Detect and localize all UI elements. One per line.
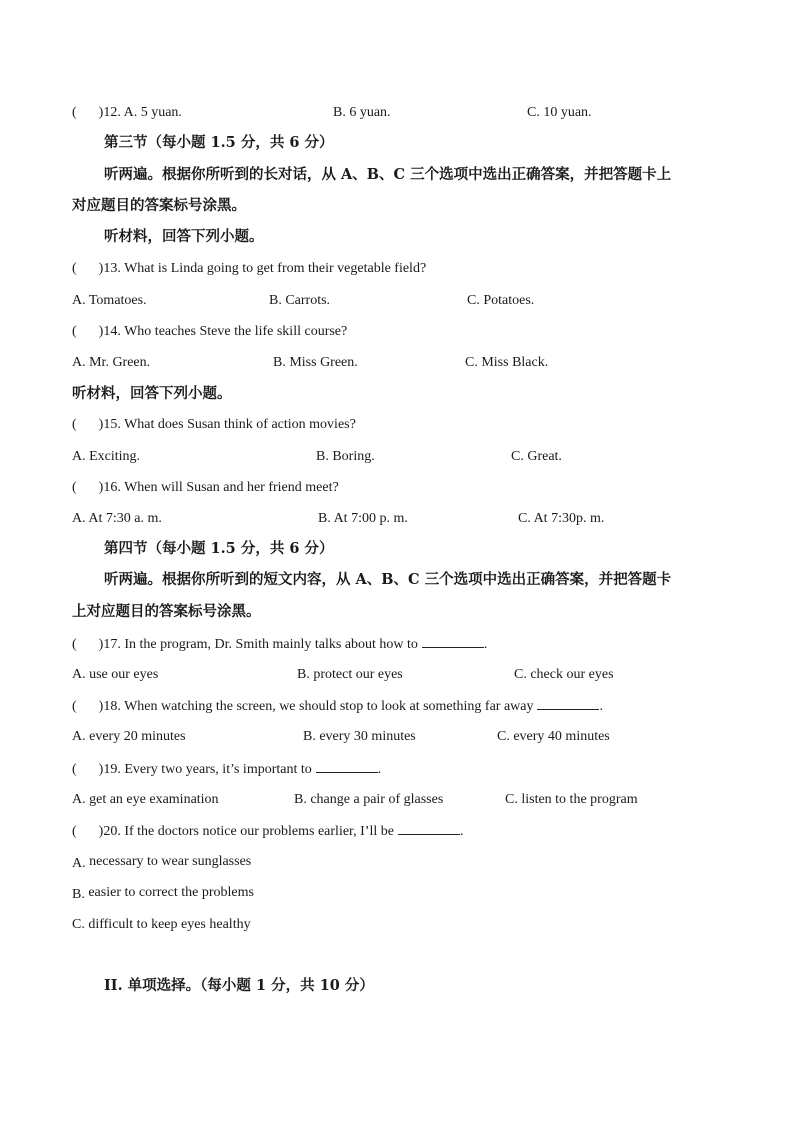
section-3-instruction-2: 对应题目的答案标号涂黑。 bbox=[72, 197, 246, 214]
question-20 bbox=[72, 822, 463, 841]
option-letter: B. bbox=[72, 887, 85, 902]
option-c: C. difficult to keep eyes healthy bbox=[72, 917, 251, 932]
answer-paren-open: ( bbox=[72, 762, 77, 777]
period: . bbox=[377, 762, 382, 777]
option-c: C. At 7:30p. m. bbox=[518, 511, 605, 526]
section-4-title: 第四节（每小题 1.5 分，共 6 分） bbox=[104, 540, 334, 557]
section-3-instruction-1: 听两遍。根据你所听到的长对话，从 A、B、C 三个选项中选出正确答案，并把答题卡上 bbox=[104, 166, 672, 183]
option-a: A. Exciting. bbox=[72, 449, 141, 464]
option-b: B. Carrots. bbox=[269, 293, 331, 308]
option-c: C. Potatoes. bbox=[467, 293, 535, 308]
answer-paren-open: ( bbox=[72, 324, 77, 339]
part-2-title: II. 单项选择。（每小题 1 分，共 10 分） bbox=[104, 977, 374, 994]
option-a: A. get an eye examination bbox=[72, 792, 219, 807]
answer-paren-open: ( bbox=[72, 105, 77, 120]
answer-paren-open: ( bbox=[72, 417, 77, 432]
option-c: C. 10 yuan. bbox=[527, 105, 592, 120]
answer-paren-open: ( bbox=[72, 637, 77, 652]
period: . bbox=[599, 699, 603, 714]
section-4-instruction-2: 上对应题目的答案标号涂黑。 bbox=[72, 603, 261, 620]
option-letter: A. bbox=[72, 856, 86, 871]
option-b: B. Miss Green. bbox=[273, 355, 358, 370]
answer-blank bbox=[537, 697, 599, 710]
answer-paren-open: ( bbox=[72, 824, 77, 839]
answer-paren-close: ) bbox=[98, 105, 104, 120]
question-19 bbox=[72, 760, 381, 779]
answer-blank bbox=[316, 760, 378, 773]
option-b: B. 6 yuan. bbox=[333, 105, 391, 120]
question-text: What does Susan think of action movies? bbox=[124, 417, 356, 432]
answer-blank bbox=[398, 822, 460, 835]
option-a: A. Tomatoes. bbox=[72, 293, 147, 308]
option-b: B. Boring. bbox=[316, 449, 375, 464]
material-label-1: 听材料，回答下列小题。 bbox=[104, 228, 264, 245]
option-b: B. At 7:00 p. m. bbox=[318, 511, 408, 526]
question-14 bbox=[72, 323, 347, 341]
option-a: A. 5 yuan. bbox=[123, 105, 182, 120]
question-12 bbox=[72, 104, 182, 122]
answer-paren-open: ( bbox=[72, 480, 77, 495]
option-a: A. every 20 minutes bbox=[72, 729, 186, 744]
question-number: )19. bbox=[98, 762, 121, 777]
option-c: C. check our eyes bbox=[514, 667, 614, 682]
section-4-instruction-1: 听两遍。根据你所听到的短文内容，从 A、B、C 三个选项中选出正确答案，并把答题卡 bbox=[104, 571, 672, 588]
question-13 bbox=[72, 260, 426, 278]
question-number: )17. bbox=[98, 637, 121, 652]
option-c: C. Miss Black. bbox=[465, 355, 549, 370]
option-b bbox=[72, 884, 254, 902]
question-number: )18. bbox=[98, 699, 121, 714]
option-a: A. use our eyes bbox=[72, 667, 159, 682]
option-a bbox=[72, 853, 251, 871]
question-18 bbox=[72, 697, 603, 716]
material-label-2: 听材料，回答下列小题。 bbox=[72, 385, 232, 402]
option-a: A. Mr. Green. bbox=[72, 355, 151, 370]
option-c: C. Great. bbox=[511, 449, 562, 464]
question-number: )15. bbox=[98, 417, 121, 432]
answer-blank bbox=[422, 635, 484, 648]
answer-paren-open: ( bbox=[72, 699, 77, 714]
option-text: necessary to wear sunglasses bbox=[89, 854, 252, 869]
period: . bbox=[483, 637, 488, 652]
section-3-title: 第三节（每小题 1.5 分，共 6 分） bbox=[104, 134, 334, 151]
question-text: When watching the screen, we should stop to look at something far away bbox=[124, 699, 534, 714]
question-text: When will Susan and her friend meet? bbox=[124, 480, 339, 495]
option-text: easier to correct the problems bbox=[88, 885, 254, 900]
option-a: A. At 7:30 a. m. bbox=[72, 511, 162, 526]
question-text: Who teaches Steve the life skill course? bbox=[124, 324, 348, 339]
option-c: C. listen to the program bbox=[505, 792, 638, 807]
question-number: )20. bbox=[98, 824, 121, 839]
question-number: )13. bbox=[98, 261, 121, 276]
question-number: )16. bbox=[98, 480, 121, 495]
option-b: B. change a pair of glasses bbox=[294, 792, 444, 807]
question-number: )14. bbox=[98, 324, 121, 339]
answer-paren-open: ( bbox=[72, 261, 77, 276]
question-text: What is Linda going to get from their vegetable field? bbox=[124, 261, 427, 276]
period: . bbox=[459, 824, 464, 839]
question-15 bbox=[72, 416, 356, 434]
question-number: 12. bbox=[103, 105, 121, 120]
option-b: B. protect our eyes bbox=[297, 667, 403, 682]
option-c: C. every 40 minutes bbox=[497, 729, 610, 744]
question-16 bbox=[72, 479, 339, 497]
question-text: In the program, Dr. Smith mainly talks about how to bbox=[124, 637, 418, 652]
question-text: If the doctors notice our problems earlier, I’ll be bbox=[124, 824, 394, 839]
option-b: B. every 30 minutes bbox=[303, 729, 416, 744]
question-text: Every two years, it’s important to bbox=[124, 762, 312, 777]
question-17 bbox=[72, 635, 487, 654]
